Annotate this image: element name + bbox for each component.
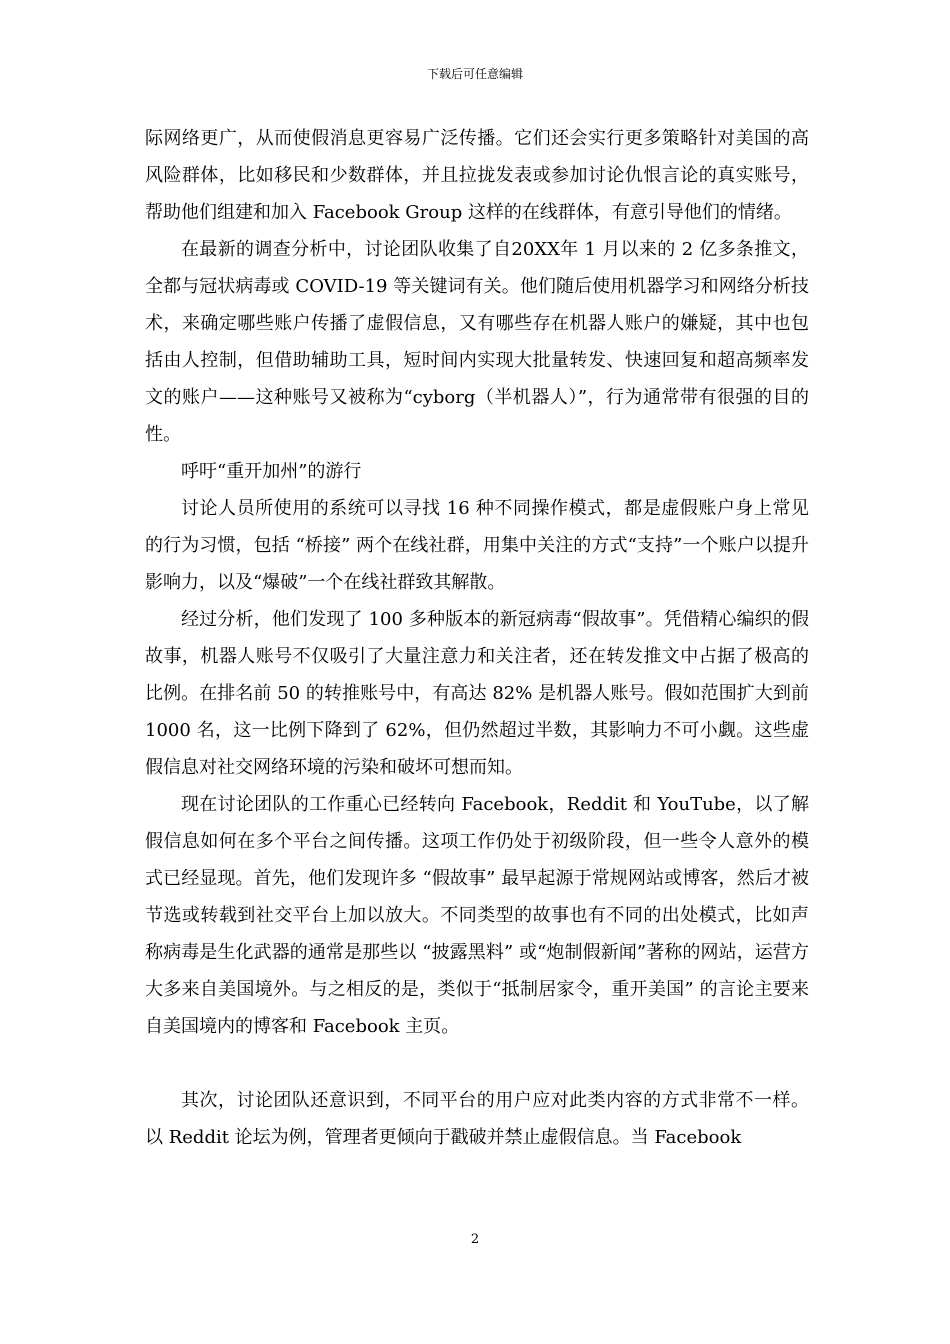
page-number: 2 (470, 1232, 480, 1247)
blank-line (145, 1045, 809, 1082)
paragraph-2: 在最新的调查分析中，讨论团队收集了自20XX年 1 月以来的 2 亿多条推文，全都与冠状病毒或 COVID-19 等关键词有关。他们随后使用机器学习和网络分析技术，来确定哪些账户传播了虚假信息，又有哪些存在机器人账户的嫌疑，其中也包括由人控制，但借助辅助工具，短时间内实现大批量转发、快速回复和超高频率发文的账户——这种账号又被称为“cyborg（半机器人）”，行为通常带有很强的目的性。 (145, 239, 809, 445)
page-header-note: 下载后可任意编辑 (426, 67, 523, 81)
document-body (145, 120, 809, 1156)
paragraph-4: 经过分析，他们发现了 100 多种版本的新冠病毒“假故事”。凭借精心编织的假故事，机器人账号不仅吸引了大量注意力和关注者，还在转发推文中占据了极高的比例。在排名前 50 的转推账号中，有高达 82% 是机器人账号。假如范围扩大到前 1000 名，这一比例下降到了 62%，但仍然超过半数，其影响力不可小觑。这些虚假信息对社交网络环境的污染和破坏可想而知。 (145, 609, 809, 778)
paragraph-6: 其次，讨论团队还意识到，不同平台的用户应对此类内容的方式非常不一样。以 Reddit 论坛为例，管理者更倾向于戳破并禁止虚假信息。当 Facebook (145, 1090, 809, 1148)
paragraph-5: 现在讨论团队的工作重心已经转向 Facebook，Reddit 和 YouTube，以了解假信息如何在多个平台之间传播。这项工作仍处于初级阶段，但一些令人意外的模式已经显现。首先，他们发现许多 “假故事” 最早起源于常规网站或博客，然后才被节选或转载到社交平台上加以放大。不同类型的故事也有不同的出处模式，比如声称病毒是生化武器的通常是那些以 “披露黑料” 或“炮制假新闻”著称的网站，运营方大多来自美国境外。与之相反的是，类似于“抵制居家令，重开美国” 的言论主要来自美国境内的博客和 Facebook 主页。 (145, 794, 809, 1037)
paragraph-3: 讨论人员所使用的系统可以寻找 16 种不同操作模式，都是虚假账户身上常见的行为习惯，包括 “桥接” 两个在线社群，用集中关注的方式“支持”一个账户以提升影响力，以及“爆破”一个在线社群致其解散。 (145, 498, 809, 593)
section-heading: 呼吁“重开加州”的游行 (181, 461, 362, 482)
paragraph-1: 际网络更广，从而使假消息更容易广泛传播。它们还会实行更多策略针对美国的高风险群体，比如移民和少数群体，并且拉拢发表或参加讨论仇恨言论的真实账号，帮助他们组建和加入 Facebook Group 这样的在线群体，有意引导他们的情绪。 (145, 128, 809, 223)
